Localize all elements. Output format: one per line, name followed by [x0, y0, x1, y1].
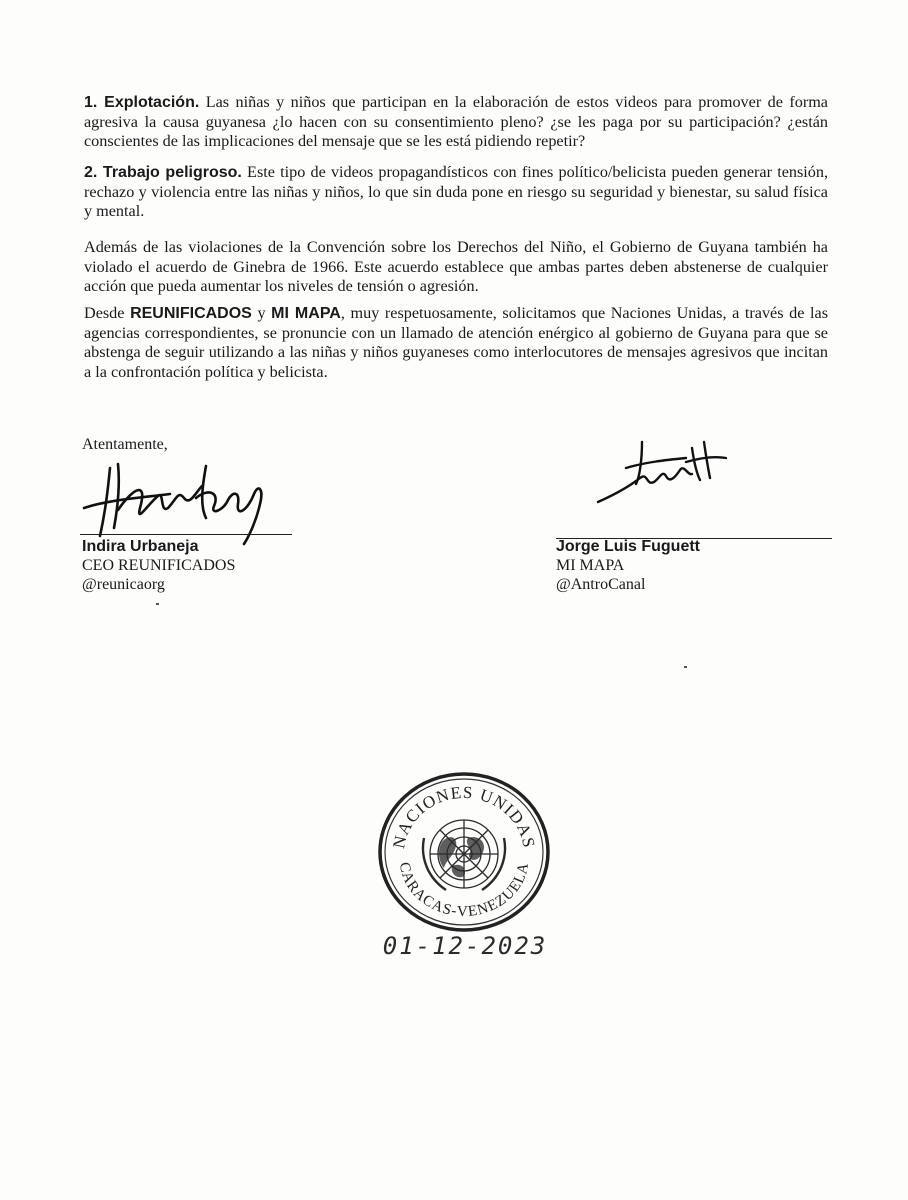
signature-right-image [596, 436, 736, 516]
paragraph-conjunction: y [251, 304, 272, 322]
signatory-right-handle: @AntroCanal [556, 576, 646, 593]
paragraph-solicitud [84, 304, 828, 382]
scan-speck [156, 603, 159, 605]
heading-trabajo-peligroso: 2. Trabajo peligroso. [84, 164, 242, 181]
scan-speck [684, 666, 687, 668]
org-mi-mapa: MI MAPA [271, 305, 341, 322]
paragraph-body: Las niñas y niños que participan en la elaboración de estos videos para promover de forma agresiva la causa guyanesa ¿lo hacen con su consentimiento pleno? ¿se les paga por su participación? ¿están conscientes de las implicaciones del mensaje que se les está pidiendo repetir? [84, 93, 828, 151]
paragraph-lead: Desde [84, 304, 131, 322]
signatory-left [82, 537, 235, 594]
signatory-left-name: Indira Urbaneja [82, 538, 199, 555]
paragraph-body: Además de las violaciones de la Convención sobre los Derechos del Niño, el Gobierno de Guyana también ha violado el acuerdo de Ginebra de 1966. Este acuerdo establece que ambas partes deben abstenerse de cualquier acción que pueda aumentar los niveles de tensión o agresión. [84, 238, 828, 296]
closing-salutation: Atentamente, [82, 436, 168, 453]
un-emblem-icon [423, 820, 505, 890]
signatory-right [556, 537, 700, 594]
stamp-top-text: NACIONES UNIDAS [389, 782, 539, 851]
paragraph-violaciones [84, 238, 828, 297]
signatory-left-title: CEO REUNIFICADOS [82, 557, 236, 574]
paragraph-explotacion [84, 93, 828, 152]
org-reunificados: REUNIFICADOS [130, 305, 252, 322]
paragraph-trabajo-peligroso [84, 163, 828, 222]
signatory-right-title: MI MAPA [556, 557, 625, 574]
signature-left-image [78, 448, 278, 548]
paragraph-body: , muy respetuosamente, solicitamos que Naciones Unidas, a través de las agencias correspondientes, se pronuncie con un llamado de atención enérgico al gobierno de Guyana para que se abstenga de seguir utilizando a las niñas y niños guyaneses como interlocutores de mensajes agresivos que incitan a la confrontación política y belicista. [84, 304, 829, 381]
stamp-date: 01-12-2023 [382, 932, 548, 960]
signature-line-left [80, 534, 292, 535]
signatory-right-name: Jorge Luis Fuguett [556, 538, 700, 555]
signatory-left-handle: @reunicaorg [82, 576, 165, 593]
un-stamp [376, 768, 552, 934]
paragraph-body: Este tipo de videos propagandísticos con fines político/belicista pueden generar tensión, rechazo y violencia entre las niñas y niños, lo que sin duda pone en riesgo su seguridad y bienestar, su salud física y mental. [84, 163, 829, 221]
stamp-bottom-text: CARACAS-VENEZUELA [395, 860, 533, 921]
heading-explotacion: 1. Explotación. [84, 94, 200, 111]
